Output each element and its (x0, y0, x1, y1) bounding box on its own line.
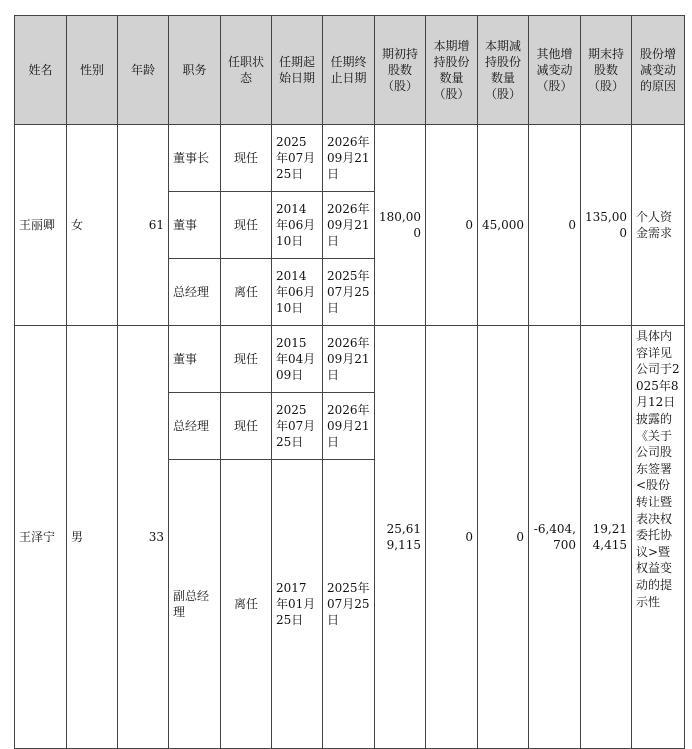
table-row (15, 326, 685, 393)
role-start-date: 2014年06月10日 (272, 192, 323, 259)
opening-shares: 180,000 (375, 125, 426, 326)
increase-shares: 0 (426, 326, 478, 749)
role-title: 总经理 (169, 393, 221, 460)
decrease-shares: 45,000 (478, 125, 529, 326)
role-end-date: 2026年09月21日 (323, 192, 375, 259)
header-row (15, 16, 685, 125)
other-change: 0 (529, 125, 581, 326)
other-change: -6,404,700 (529, 326, 581, 749)
table-row (15, 125, 685, 192)
header-age: 年龄 (118, 16, 169, 125)
person-name: 王泽宁 (15, 326, 67, 749)
role-status: 现任 (221, 192, 272, 259)
role-end-date: 2026年09月21日 (323, 326, 375, 393)
role-end-date: 2026年09月21日 (323, 393, 375, 460)
header-start-date: 任期起始日期 (272, 16, 323, 125)
increase-shares: 0 (426, 125, 478, 326)
role-start-date: 2017年01月25日 (272, 460, 323, 749)
person-age: 61 (118, 125, 169, 326)
role-start-date: 2025年07月25日 (272, 125, 323, 192)
role-title: 董事 (169, 192, 221, 259)
header-decrease-shares: 本期减持股份数量（股） (478, 16, 529, 125)
closing-shares: 19,214,415 (581, 326, 632, 749)
role-status: 离任 (221, 460, 272, 749)
change-reason-text: 具体内容详见公司于2025年8月12日披露的《关于公司股东签署<股份转让暨表决权委托协议>暨权益变动的提示性 (636, 329, 680, 609)
header-closing-shares: 期末持股数（股） (581, 16, 632, 125)
role-title: 董事 (169, 326, 221, 393)
header-name: 姓名 (15, 16, 67, 125)
header-opening-shares: 期初持股数（股） (375, 16, 426, 125)
role-status: 现任 (221, 326, 272, 393)
role-end-date: 2025年07月25日 (323, 460, 375, 749)
person-gender: 男 (67, 326, 118, 749)
role-start-date: 2025年07月25日 (272, 393, 323, 460)
role-status: 离任 (221, 259, 272, 326)
role-end-date: 2026年09月21日 (323, 125, 375, 192)
header-increase-shares: 本期增持股份数量（股） (426, 16, 478, 125)
closing-shares: 135,000 (581, 125, 632, 326)
role-status: 现任 (221, 393, 272, 460)
shareholding-table (14, 15, 685, 749)
person-gender: 女 (67, 125, 118, 326)
role-title: 董事长 (169, 125, 221, 192)
role-end-date: 2025年07月25日 (323, 259, 375, 326)
role-title: 总经理 (169, 259, 221, 326)
role-start-date: 2014年06月10日 (272, 259, 323, 326)
person-name: 王丽卿 (15, 125, 67, 326)
role-start-date: 2015年04月09日 (272, 326, 323, 393)
header-status: 任职状态 (221, 16, 272, 125)
opening-shares: 25,619,115 (375, 326, 426, 749)
change-reason (632, 326, 685, 749)
header-change-reason: 股份增减变动的原因 (632, 16, 685, 125)
person-age: 33 (118, 326, 169, 749)
header-position: 职务 (169, 16, 221, 125)
header-other-change: 其他增减变动（股） (529, 16, 581, 125)
role-status: 现任 (221, 125, 272, 192)
decrease-shares: 0 (478, 326, 529, 749)
role-title: 副总经理 (169, 460, 221, 749)
header-gender: 性别 (67, 16, 118, 125)
change-reason: 个人资金需求 (632, 125, 685, 326)
header-end-date: 任期终止日期 (323, 16, 375, 125)
